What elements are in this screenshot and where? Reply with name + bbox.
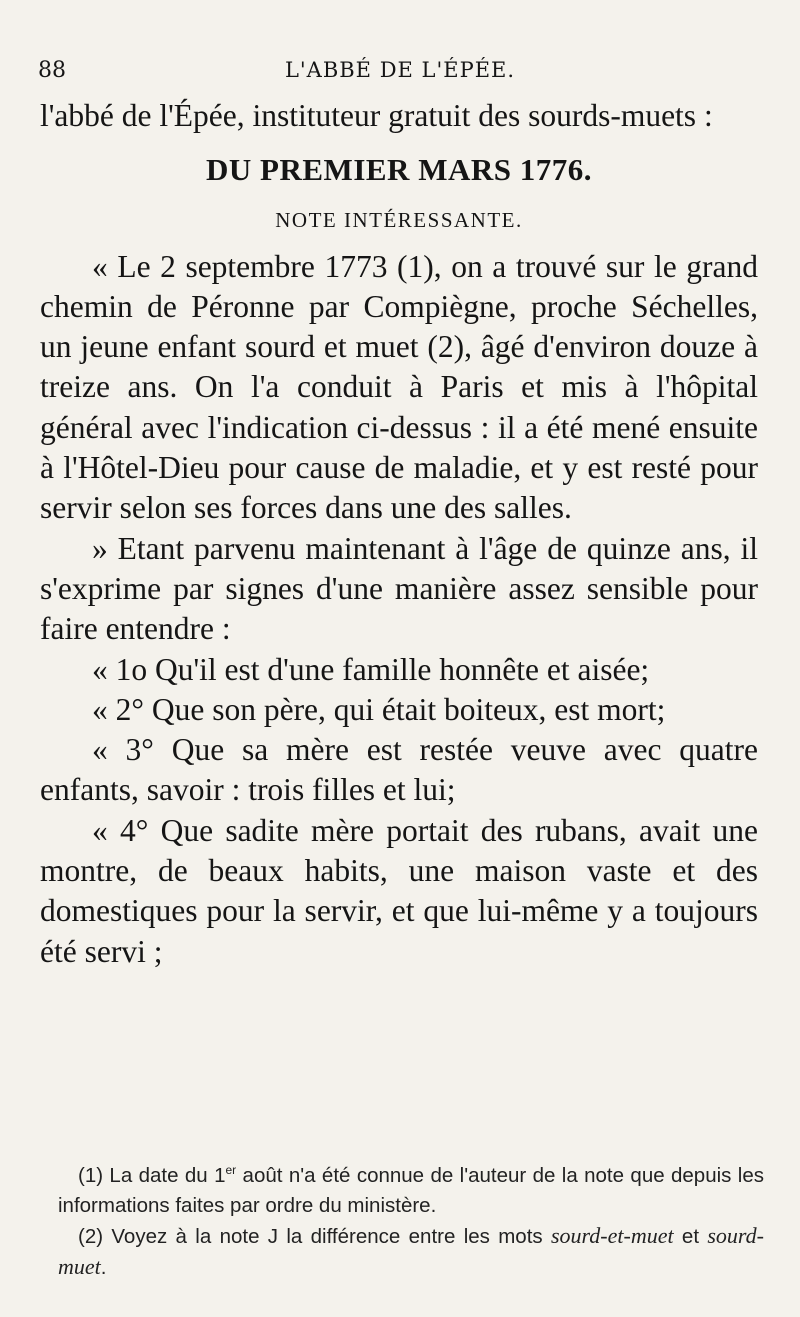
footnote-2-end: . xyxy=(100,1255,107,1279)
footnote-1 xyxy=(58,1155,764,1221)
list-item-4: « 4° Que sadite mère portait des rubans, avait une montre, de beaux habits, une maison vaste et des domestiques pour la servir, et que lui-même y a toujours été servi ; xyxy=(40,812,758,969)
paragraph-2: » Etant parvenu maintenant à l'âge de quinze ans, il s'exprime par signes d'une manière assez sensible pour faire entendre : xyxy=(40,530,758,647)
footnote-1-start: (1) La date du 1 xyxy=(78,1163,226,1187)
footnote-1-end: août n'a été connue de l'auteur de la note que depuis les informations faites par ordre du ministère. xyxy=(58,1163,764,1217)
main-text xyxy=(40,96,758,972)
footnotes xyxy=(58,1155,764,1283)
footnote-1-superscript: er xyxy=(225,1163,237,1177)
footnote-2-term-1: sourd-et-muet xyxy=(550,1222,674,1248)
paragraph-1: « Le 2 septembre 1773 (1), on a trouvé sur le grand chemin de Péronne par Compiègne, proche Séchelles, un jeune enfant sourd et muet (2), âgé d'environ douze à treize ans. On l'a conduit à Paris et mis à l'hôpital général avec l'indication ci-dessus : il a été mené ensuite à l'Hôtel-Dieu pour cause de maladie, et y est resté pour servir selon ses forces dans une des salles. xyxy=(40,248,758,526)
footnote-2-start: (2) Voyez à la note J la différence entre les mots xyxy=(78,1224,551,1248)
footnote-2-mid: et xyxy=(673,1224,708,1248)
list-item-1: « 1o Qu'il est d'une famille honnête et aisée; xyxy=(92,651,650,687)
list-item-3: « 3° Que sa mère est restée veuve avec quatre enfants, savoir : trois filles et lui; xyxy=(40,732,758,808)
intro-paragraph: l'abbé de l'Épée, instituteur gratuit des sourds-muets : xyxy=(40,98,713,133)
running-head: L'ABBÉ DE L'ÉPÉE. xyxy=(284,58,516,82)
section-title: DU PREMIER MARS 1776. xyxy=(206,152,592,188)
footnote-2 xyxy=(58,1221,764,1283)
list-item-2: « 2° Que son père, qui était boiteux, est mort; xyxy=(92,691,666,727)
section-subtitle: NOTE INTÉRESSANTE. xyxy=(275,207,523,232)
footnote-2-term-2: sourd-muet xyxy=(58,1222,764,1279)
page-header xyxy=(38,58,762,88)
page-number: 88 xyxy=(38,58,66,83)
